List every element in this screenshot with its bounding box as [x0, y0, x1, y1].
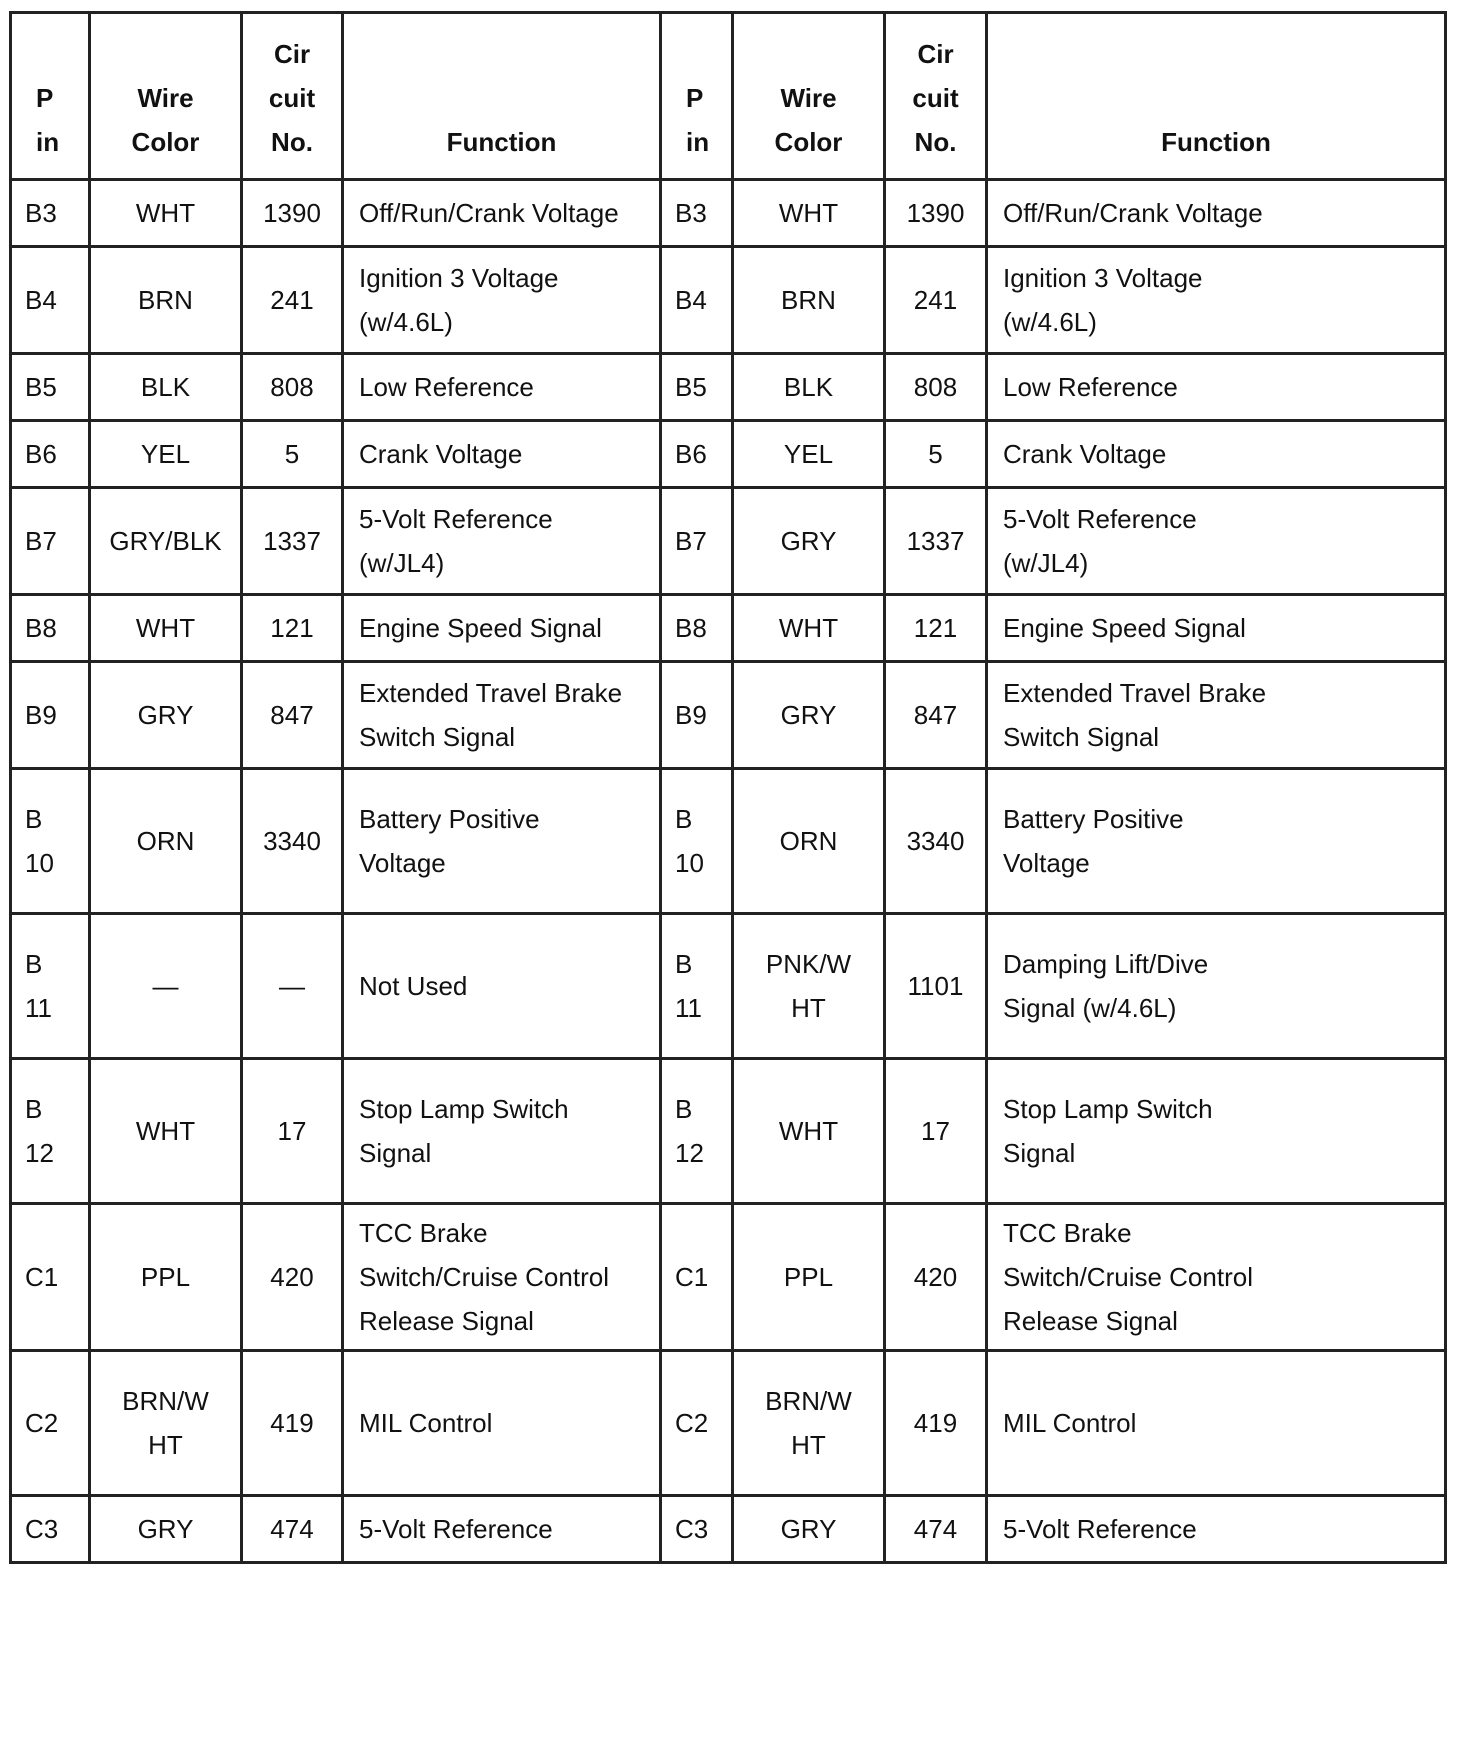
function-cell-text: Switch/Cruise Control	[1003, 1262, 1253, 1292]
circuit-no-cell: 420	[242, 1204, 343, 1351]
circuit-no-cell: 419	[242, 1351, 343, 1496]
function-cell-text: Voltage	[1003, 848, 1090, 878]
function-cell	[343, 488, 661, 595]
function-cell-text: Ignition 3 Voltage	[1003, 263, 1203, 293]
pin-cell	[11, 488, 90, 595]
pin-cell	[661, 247, 733, 354]
function-cell-text: (w/JL4)	[1003, 548, 1089, 578]
function-cell	[987, 1059, 1446, 1204]
function-cell-text: Crank Voltage	[1003, 439, 1167, 469]
wire-color-cell-text: HT	[791, 1430, 826, 1460]
pin-cell	[11, 180, 90, 247]
wire-color-cell-text: WHT	[778, 1116, 839, 1146]
function-cell	[987, 354, 1446, 421]
header-circuit-no-right	[885, 13, 987, 180]
wire-color-cell	[90, 662, 242, 769]
wire-color-cell-text: WHT	[135, 1116, 196, 1146]
pin-cell	[661, 914, 733, 1059]
wire-color-cell-text: ORN	[779, 826, 838, 856]
function-cell	[343, 1059, 661, 1204]
pin-cell	[11, 662, 90, 769]
wire-color-cell	[733, 247, 885, 354]
wire-color-cell	[733, 914, 885, 1059]
pin-cell-text: B4	[675, 285, 707, 315]
pin-cell-text: B3	[25, 198, 57, 228]
table-row	[11, 1059, 1446, 1204]
pin-cell-text: B	[675, 949, 693, 979]
pin-cell	[11, 1059, 90, 1204]
pin-cell	[11, 769, 90, 914]
pin-cell-text: B3	[675, 198, 707, 228]
wire-color-cell	[90, 1496, 242, 1563]
function-cell-text: 5-Volt Reference	[359, 504, 553, 534]
header-row	[11, 13, 1446, 180]
pin-cell-text: C1	[675, 1262, 709, 1292]
circuit-no-cell: 1337	[885, 488, 987, 595]
header-pin-left-text: in	[36, 127, 60, 157]
wire-color-cell	[733, 595, 885, 662]
pin-cell	[11, 1496, 90, 1563]
wire-color-cell	[90, 914, 242, 1059]
wire-color-cell	[90, 354, 242, 421]
function-cell-text: (w/4.6L)	[1003, 307, 1097, 337]
pin-cell-text: C2	[675, 1408, 709, 1438]
circuit-no-cell: 808	[885, 354, 987, 421]
wire-color-cell-text: PNK/W	[765, 949, 852, 979]
pin-cell-text: C3	[25, 1514, 59, 1544]
wire-color-cell	[733, 421, 885, 488]
wire-color-cell-text: GRY	[780, 700, 837, 730]
header-pin-right-text: P	[686, 83, 704, 113]
function-cell-text: Engine Speed Signal	[1003, 613, 1246, 643]
function-cell	[343, 180, 661, 247]
circuit-no-cell: 17	[242, 1059, 343, 1204]
wire-color-cell-text: BRN	[138, 285, 193, 315]
header-circuit-no-right-text: cuit	[912, 83, 959, 113]
pin-cell	[661, 421, 733, 488]
pin-cell-text: B8	[675, 613, 707, 643]
wire-color-cell-text: YEL	[783, 439, 834, 469]
header-pin-right	[661, 13, 733, 180]
header-pin-left	[11, 13, 90, 180]
header-function-left	[343, 13, 661, 180]
circuit-no-cell: 5	[242, 421, 343, 488]
pin-cell-text: 12	[675, 1138, 704, 1168]
wire-color-cell-text: BLK	[783, 372, 834, 402]
function-cell	[343, 421, 661, 488]
wire-color-cell-text: GRY	[137, 700, 194, 730]
pin-cell-text: B6	[675, 439, 707, 469]
function-cell-text: Release Signal	[1003, 1306, 1178, 1336]
function-cell-text: MIL Control	[1003, 1408, 1137, 1438]
wire-color-cell	[733, 1351, 885, 1496]
pin-cell-text: B5	[25, 372, 57, 402]
pin-cell	[11, 1204, 90, 1351]
function-cell	[987, 662, 1446, 769]
pin-cell	[11, 1351, 90, 1496]
circuit-no-cell: 1337	[242, 488, 343, 595]
function-cell-text: Switch Signal	[359, 722, 516, 752]
pin-cell-text: B4	[25, 285, 57, 315]
function-cell	[987, 1204, 1446, 1351]
header-circuit-no-left-text: Cir	[273, 39, 311, 69]
pin-cell-text: B	[675, 804, 693, 834]
pin-cell	[661, 488, 733, 595]
pin-cell	[11, 247, 90, 354]
circuit-no-cell: 420	[885, 1204, 987, 1351]
wire-color-cell-text: GRY	[137, 1514, 194, 1544]
circuit-no-cell: 1390	[242, 180, 343, 247]
table-row	[11, 662, 1446, 769]
pin-cell-text: B9	[675, 700, 707, 730]
wire-color-cell	[90, 488, 242, 595]
function-cell-text: Stop Lamp Switch	[359, 1094, 569, 1124]
wire-color-cell	[90, 769, 242, 914]
pinout-table-container	[9, 11, 1447, 1564]
function-cell	[343, 1496, 661, 1563]
pin-cell	[661, 354, 733, 421]
header-wire-color-right	[733, 13, 885, 180]
pin-cell-text: 10	[675, 848, 704, 878]
wire-color-cell-text: GRY	[780, 526, 837, 556]
pin-cell	[661, 769, 733, 914]
circuit-no-cell: 3340	[242, 769, 343, 914]
function-cell-text: Voltage	[359, 848, 446, 878]
pin-cell-text: B5	[675, 372, 707, 402]
header-circuit-no-right-text: Cir	[917, 39, 954, 69]
pin-cell-text: B6	[25, 439, 57, 469]
function-cell-text: Extended Travel Brake	[1003, 678, 1267, 708]
pin-cell	[11, 914, 90, 1059]
header-wire-color-right-text: Wire	[780, 83, 837, 113]
pin-cell-text: C1	[25, 1262, 59, 1292]
circuit-no-cell: 17	[885, 1059, 987, 1204]
header-pin-right-text: in	[686, 127, 710, 157]
wire-color-cell-text: WHT	[778, 198, 839, 228]
wire-color-cell-text: ORN	[136, 826, 195, 856]
function-cell	[343, 354, 661, 421]
function-cell-text: Damping Lift/Dive	[1003, 949, 1209, 979]
wire-color-cell-text: YEL	[140, 439, 191, 469]
pin-cell-text: B	[675, 1094, 693, 1124]
wire-color-cell	[733, 1059, 885, 1204]
table-row	[11, 1351, 1446, 1496]
function-cell	[987, 421, 1446, 488]
wire-color-cell-text: BLK	[140, 372, 191, 402]
pin-cell-text: B7	[675, 526, 707, 556]
wire-color-cell	[733, 1496, 885, 1563]
table-row	[11, 595, 1446, 662]
table-row	[11, 247, 1446, 354]
function-cell-text: Off/Run/Crank Voltage	[359, 198, 619, 228]
circuit-no-cell: 474	[242, 1496, 343, 1563]
circuit-no-cell: 121	[242, 595, 343, 662]
function-cell-text: Switch/Cruise Control	[359, 1262, 609, 1292]
pin-cell	[661, 1059, 733, 1204]
function-cell-text: Stop Lamp Switch	[1003, 1094, 1213, 1124]
wire-color-cell	[90, 1351, 242, 1496]
function-cell-text: Low Reference	[359, 372, 534, 402]
circuit-no-cell: 5	[885, 421, 987, 488]
pin-cell	[661, 1351, 733, 1496]
table-body	[11, 180, 1446, 1563]
header-circuit-no-left-text: No.	[271, 127, 313, 157]
function-cell-text: Switch Signal	[1003, 722, 1160, 752]
function-cell-text: (w/JL4)	[359, 548, 445, 578]
function-cell	[343, 247, 661, 354]
function-cell	[987, 488, 1446, 595]
wire-color-cell-text: PPL	[783, 1262, 834, 1292]
function-cell	[343, 769, 661, 914]
table-row	[11, 769, 1446, 914]
function-cell-text: Battery Positive	[359, 804, 540, 834]
wire-color-cell-text: —	[152, 971, 179, 1001]
pin-cell	[661, 595, 733, 662]
circuit-no-cell: 847	[885, 662, 987, 769]
pin-cell	[11, 354, 90, 421]
circuit-no-cell: 419	[885, 1351, 987, 1496]
function-cell	[343, 914, 661, 1059]
circuit-no-cell: 1101	[885, 914, 987, 1059]
wire-color-cell	[733, 662, 885, 769]
pin-cell	[11, 595, 90, 662]
pin-cell	[661, 1204, 733, 1351]
pin-cell-text: 10	[25, 848, 54, 878]
wire-color-cell-text: GRY	[780, 1514, 837, 1544]
wire-color-cell	[90, 1059, 242, 1204]
wire-color-cell-text: PPL	[140, 1262, 191, 1292]
function-cell-text: (w/4.6L)	[359, 307, 453, 337]
header-pin-left-text: P	[36, 83, 54, 113]
table-row	[11, 488, 1446, 595]
wire-color-cell-text: BRN/W	[122, 1386, 209, 1416]
function-cell-text: Battery Positive	[1003, 804, 1184, 834]
function-cell-text: Engine Speed Signal	[359, 613, 602, 643]
wire-color-cell	[733, 488, 885, 595]
function-cell-text: Extended Travel Brake	[359, 678, 623, 708]
pin-cell-text: B	[25, 804, 43, 834]
function-cell-text: Not Used	[359, 971, 468, 1001]
wire-color-cell	[733, 1204, 885, 1351]
circuit-no-cell: 3340	[885, 769, 987, 914]
function-cell-text: Release Signal	[359, 1306, 534, 1336]
function-cell-text: TCC Brake	[1003, 1218, 1132, 1248]
table-row	[11, 1204, 1446, 1351]
wire-color-cell-text: HT	[791, 993, 826, 1023]
function-cell	[987, 914, 1446, 1059]
pin-cell	[11, 421, 90, 488]
circuit-no-cell: 847	[242, 662, 343, 769]
function-cell-text: Ignition 3 Voltage	[359, 263, 559, 293]
header-wire-color-left-text: Wire	[137, 83, 194, 113]
header-wire-color-right-text: Color	[774, 127, 843, 157]
wire-color-cell	[733, 354, 885, 421]
header-wire-color-left-text: Color	[131, 127, 200, 157]
function-cell-text: TCC Brake	[359, 1218, 488, 1248]
pin-cell-text: B	[25, 1094, 43, 1124]
table-row	[11, 914, 1446, 1059]
pin-cell-text: B	[25, 949, 43, 979]
wire-color-cell	[90, 421, 242, 488]
function-cell	[987, 595, 1446, 662]
function-cell	[987, 180, 1446, 247]
pin-cell	[661, 662, 733, 769]
circuit-no-cell: —	[242, 914, 343, 1059]
wire-color-cell	[90, 247, 242, 354]
function-cell-text: Signal	[1003, 1138, 1076, 1168]
function-cell	[987, 1351, 1446, 1496]
wire-color-cell	[90, 1204, 242, 1351]
table-row	[11, 421, 1446, 488]
header-function-left-text: Function	[446, 127, 557, 157]
function-cell-text: 5-Volt Reference	[1003, 1514, 1197, 1544]
header-circuit-no-left	[242, 13, 343, 180]
function-cell	[343, 662, 661, 769]
wire-color-cell-text: BRN	[781, 285, 836, 315]
table-row	[11, 1496, 1446, 1563]
function-cell-text: MIL Control	[359, 1408, 493, 1438]
header-circuit-no-left-text: cuit	[268, 83, 316, 113]
header-function-right-text: Function	[1161, 127, 1271, 157]
table-row	[11, 354, 1446, 421]
wire-color-cell	[733, 769, 885, 914]
pin-cell-text: B9	[25, 700, 57, 730]
wire-color-cell	[733, 180, 885, 247]
function-cell	[987, 1496, 1446, 1563]
pin-cell-text: 12	[25, 1138, 54, 1168]
function-cell-text: Crank Voltage	[359, 439, 523, 469]
header-circuit-no-right-text: No.	[914, 127, 957, 157]
pin-cell-text: 11	[675, 993, 702, 1023]
function-cell	[343, 1351, 661, 1496]
pin-cell-text: B8	[25, 613, 57, 643]
table-row	[11, 180, 1446, 247]
wire-color-cell-text: WHT	[778, 613, 839, 643]
wire-color-cell-text: HT	[148, 1430, 183, 1460]
pin-cell	[661, 180, 733, 247]
circuit-no-cell: 121	[885, 595, 987, 662]
wire-color-cell-text: BRN/W	[765, 1386, 852, 1416]
circuit-no-cell: 1390	[885, 180, 987, 247]
function-cell	[343, 1204, 661, 1351]
function-cell	[987, 769, 1446, 914]
pin-cell-text: C3	[675, 1514, 709, 1544]
wire-color-cell	[90, 180, 242, 247]
wire-color-cell-text: WHT	[135, 613, 196, 643]
function-cell-text: Off/Run/Crank Voltage	[1003, 198, 1263, 228]
function-cell-text: Signal	[359, 1138, 432, 1168]
circuit-no-cell: 241	[242, 247, 343, 354]
function-cell	[343, 595, 661, 662]
function-cell-text: 5-Volt Reference	[359, 1514, 553, 1544]
pin-cell-text: B7	[25, 526, 57, 556]
function-cell-text: Low Reference	[1003, 372, 1178, 402]
header-wire-color-left	[90, 13, 242, 180]
connector-pinout-table	[9, 11, 1447, 1564]
header-function-right	[987, 13, 1446, 180]
pin-cell-text: C2	[25, 1408, 59, 1438]
wire-color-cell-text: WHT	[135, 198, 196, 228]
wire-color-cell-text: GRY/BLK	[109, 526, 222, 556]
pin-cell-text: 11	[25, 993, 52, 1023]
circuit-no-cell: 808	[242, 354, 343, 421]
wire-color-cell	[90, 595, 242, 662]
circuit-no-cell: 241	[885, 247, 987, 354]
function-cell	[987, 247, 1446, 354]
function-cell-text: 5-Volt Reference	[1003, 504, 1197, 534]
pin-cell	[661, 1496, 733, 1563]
circuit-no-cell: 474	[885, 1496, 987, 1563]
function-cell-text: Signal (w/4.6L)	[1003, 993, 1177, 1023]
